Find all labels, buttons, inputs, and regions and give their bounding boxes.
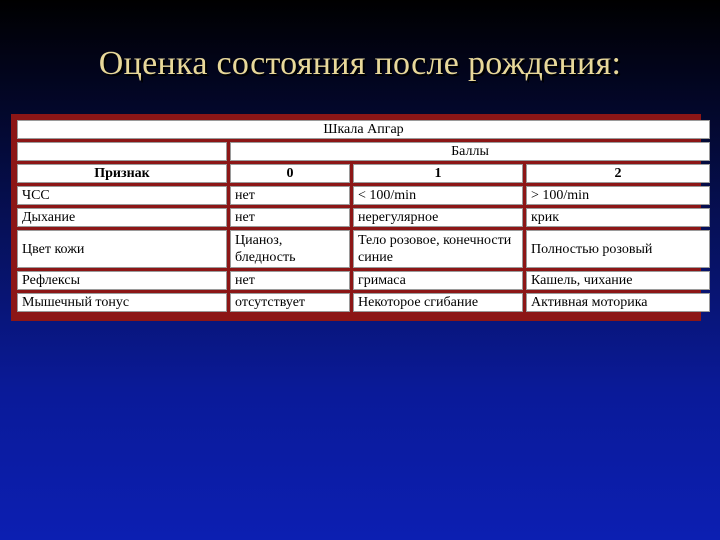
apgar-table <box>14 117 713 315</box>
score-0-header: 0 <box>230 164 350 183</box>
row-sign: Мышечный тонус <box>17 293 227 312</box>
row-score-2: Активная моторика <box>526 293 710 312</box>
row-score-1: гримаса <box>353 271 523 290</box>
row-score-2: Кашель, чихание <box>526 271 710 290</box>
row-sign: Цвет кожи <box>17 230 227 268</box>
table-caption: Шкала Апгар <box>17 120 710 139</box>
row-score-1: нерегулярное <box>353 208 523 227</box>
row-score-2: > 100/min <box>526 186 710 205</box>
row-score-0: Цианоз, бледность <box>230 230 350 268</box>
row-score-0: отсутствует <box>230 293 350 312</box>
row-score-2: крик <box>526 208 710 227</box>
score-1-header: 1 <box>353 164 523 183</box>
scores-header: Баллы <box>230 142 710 161</box>
apgar-table-frame <box>11 114 701 321</box>
sign-header: Признак <box>17 164 227 183</box>
slide-title: Оценка состояния после рождения: <box>98 45 622 82</box>
table-caption-row <box>17 120 710 139</box>
row-score-0: нет <box>230 271 350 290</box>
table-row <box>17 271 710 290</box>
table-row <box>17 208 710 227</box>
row-score-2: Полностью розовый <box>526 230 710 268</box>
row-score-1: Некоторое сгибание <box>353 293 523 312</box>
table-header-empty-cell <box>17 142 227 161</box>
table-row <box>17 293 710 312</box>
row-sign: Рефлексы <box>17 271 227 290</box>
table-row <box>17 186 710 205</box>
table-column-header-row <box>17 164 710 183</box>
row-score-0: нет <box>230 186 350 205</box>
table-scores-header-row <box>17 142 710 161</box>
row-score-1: < 100/min <box>353 186 523 205</box>
row-score-1: Тело розовое, конечности синие <box>353 230 523 268</box>
table-row <box>17 230 710 268</box>
score-2-header: 2 <box>526 164 710 183</box>
row-score-0: нет <box>230 208 350 227</box>
row-sign: Дыхание <box>17 208 227 227</box>
row-sign: ЧСС <box>17 186 227 205</box>
